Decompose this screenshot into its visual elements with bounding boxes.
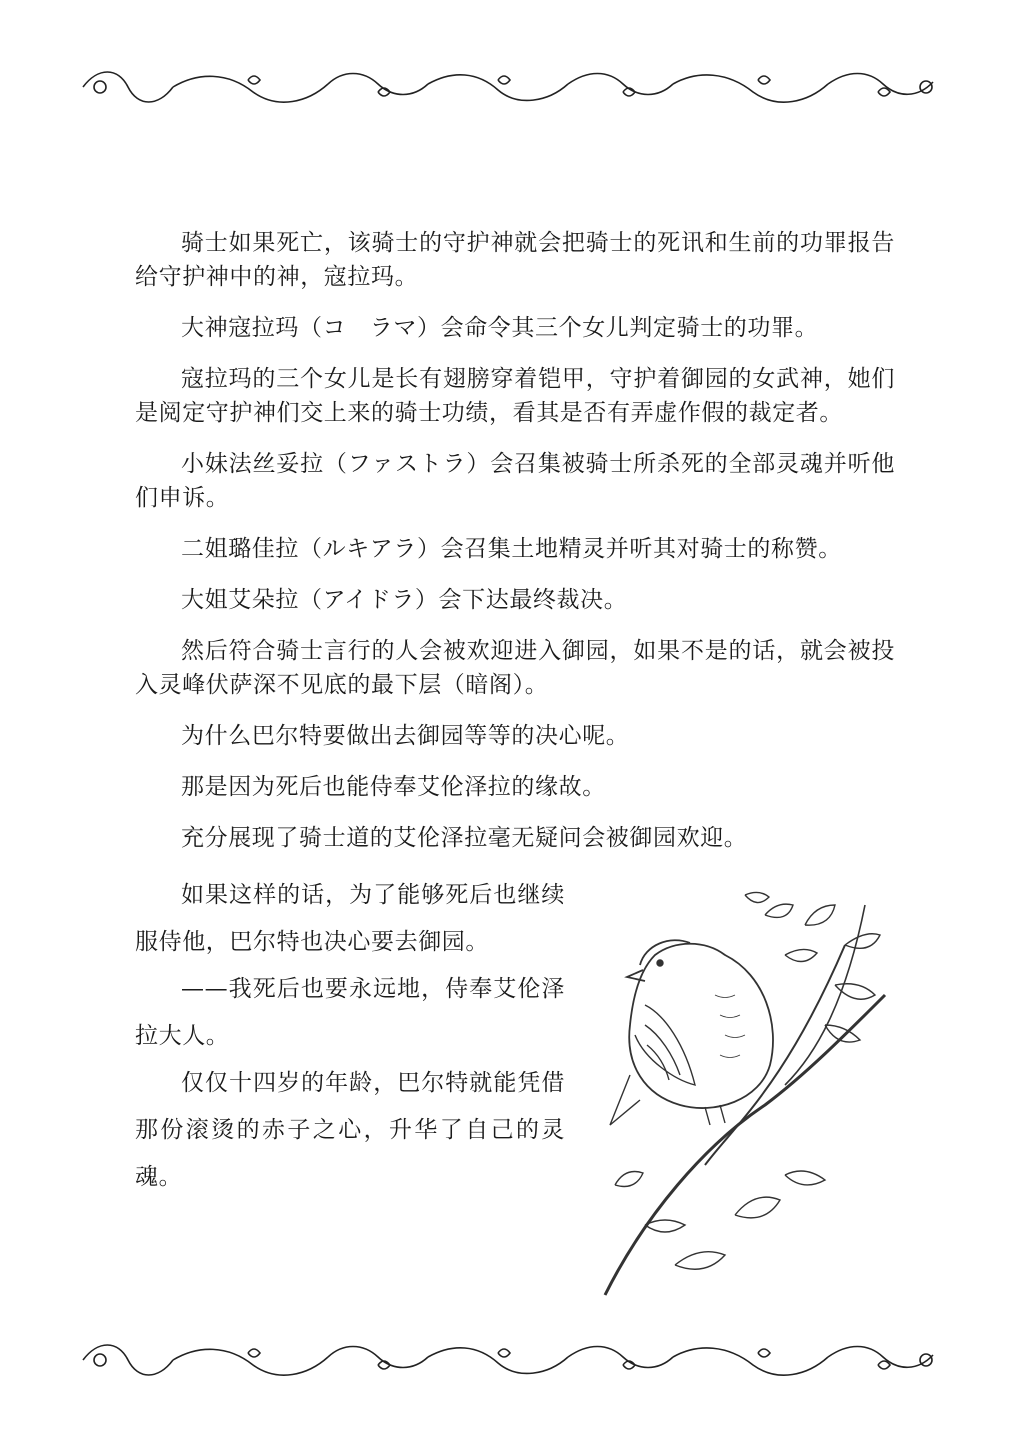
paragraph: 为什么巴尔特要做出去御园等等的决心呢。 (181, 723, 630, 749)
paragraph: ——我死后也要永远地，侍奉艾伦泽拉大人。 (135, 976, 565, 1049)
paragraph: 寇拉玛的三个女儿是长有翅膀穿着铠甲，守护着御园的女武神，她们是阅定守护神们交上来的骑士功绩，看其是否有弄虚作假的裁定者。 (135, 366, 895, 426)
paragraph: 大神寇拉玛（コ ラマ）会命令其三个女儿判定骑士的功罪。 (181, 315, 819, 341)
paragraph: 充分展现了骑士道的艾伦泽拉毫无疑问会被御园欢迎。 (181, 825, 748, 851)
top-floral-border (78, 62, 948, 112)
paragraph: 小妹法丝妥拉（ファストラ）会召集被骑士所杀死的全部灵魂并听他们申诉。 (135, 451, 895, 511)
paragraph: 如果这样的话，为了能够死后也继续服侍他，巴尔特也决心要去御园。 (135, 882, 565, 955)
paragraph: 那是因为死后也能侍奉艾伦泽拉的缘故。 (181, 774, 606, 800)
bottom-floral-border (78, 1335, 948, 1385)
paragraph: 骑士如果死亡，该骑士的守护神就会把骑士的死讯和生前的功罪报告给守护神中的神，寇拉玛。 (135, 230, 895, 290)
paragraph: 仅仅十四岁的年龄，巴尔特就能凭借那份滚烫的赤子之心，升华了自己的灵魂。 (135, 1070, 565, 1190)
paragraph: 然后符合骑士言行的人会被欢迎进入御园，如果不是的话，就会被投入灵峰伏萨深不见底的最下层（暗阁）。 (135, 638, 895, 698)
paragraph: 二姐璐佳拉（ルキアラ）会召集土地精灵并听其对骑士的称赞。 (181, 536, 842, 562)
paragraph: 大姐艾朵拉（アイドラ）会下达最终裁决。 (181, 587, 628, 613)
bird-on-branch-illustration (585, 885, 890, 1300)
